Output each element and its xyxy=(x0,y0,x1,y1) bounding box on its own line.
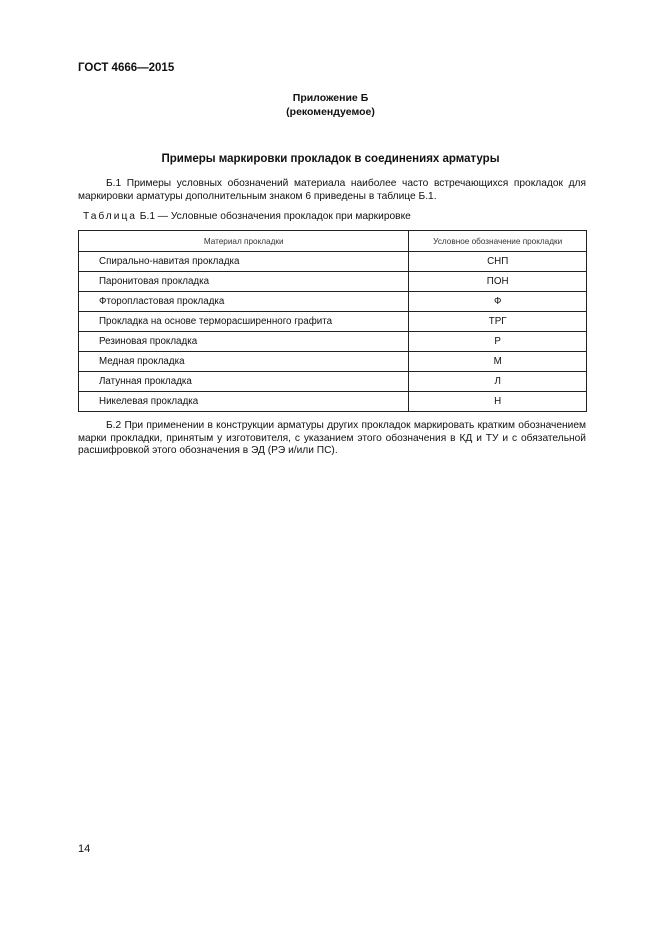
designation-cell: Р xyxy=(409,332,587,352)
table-caption-prefix: Таблица xyxy=(83,211,137,222)
appendix-title: Приложение Б xyxy=(292,92,369,104)
column-header-designation: Условное обозначение прокладки xyxy=(409,231,587,252)
material-cell: Паронитовая прокладка xyxy=(79,272,409,292)
table-caption xyxy=(83,211,411,222)
material-cell: Медная прокладка xyxy=(79,352,409,372)
designation-cell: СНП xyxy=(409,252,587,272)
column-header-material: Материал прокладки xyxy=(79,231,409,252)
paragraph-b2-text: Б.2 При применении в конструкции арматуры других прокладок маркировать кратким обозначением марки прокладки, принятым у изготовителя, с указанием этого обозначения в КД и ТУ и с обязательной расшифровкой этого обозначения в ЭД (РЭ и/или ПС). xyxy=(78,420,586,456)
designation-cell: Ф xyxy=(409,292,587,312)
table-row xyxy=(79,292,587,312)
material-cell: Резиновая прокладка xyxy=(79,332,409,352)
designation-cell: ТРГ xyxy=(409,312,587,332)
designation-cell: М xyxy=(409,352,587,372)
page-number: 14 xyxy=(78,843,91,855)
table-row xyxy=(79,272,587,292)
table-row xyxy=(79,252,587,272)
table-header-row xyxy=(79,231,587,252)
designation-cell: Л xyxy=(409,372,587,392)
section-title: Примеры маркировки прокладок в соединениях арматуры xyxy=(161,153,500,165)
table-row xyxy=(79,392,587,412)
table-caption-text: Б.1 — Условные обозначения прокладок при маркировке xyxy=(139,211,411,222)
table-row xyxy=(79,332,587,352)
material-cell: Спирально-навитая прокладка xyxy=(79,252,409,272)
table-row xyxy=(79,352,587,372)
document-code-header: ГОСТ 4666—2015 xyxy=(78,62,175,74)
material-cell: Прокладка на основе терморасширенного графита xyxy=(79,312,409,332)
table-row xyxy=(79,312,587,332)
marking-table xyxy=(78,230,587,412)
material-cell: Латунная прокладка xyxy=(79,372,409,392)
table-row xyxy=(79,372,587,392)
material-cell: Фторопластовая прокладка xyxy=(79,292,409,312)
material-cell: Никелевая прокладка xyxy=(79,392,409,412)
paragraph-b1 xyxy=(78,178,586,203)
designation-cell: ПОН xyxy=(409,272,587,292)
paragraph-b1-text: Б.1 Примеры условных обозначений материала наиболее часто встречающихся прокладок для маркировки арматуры дополнительным знаком 6 приведены в таблице Б.1. xyxy=(78,178,586,202)
designation-cell: Н xyxy=(409,392,587,412)
appendix-status: (рекомендуемое) xyxy=(286,106,375,118)
paragraph-b2 xyxy=(78,420,586,458)
